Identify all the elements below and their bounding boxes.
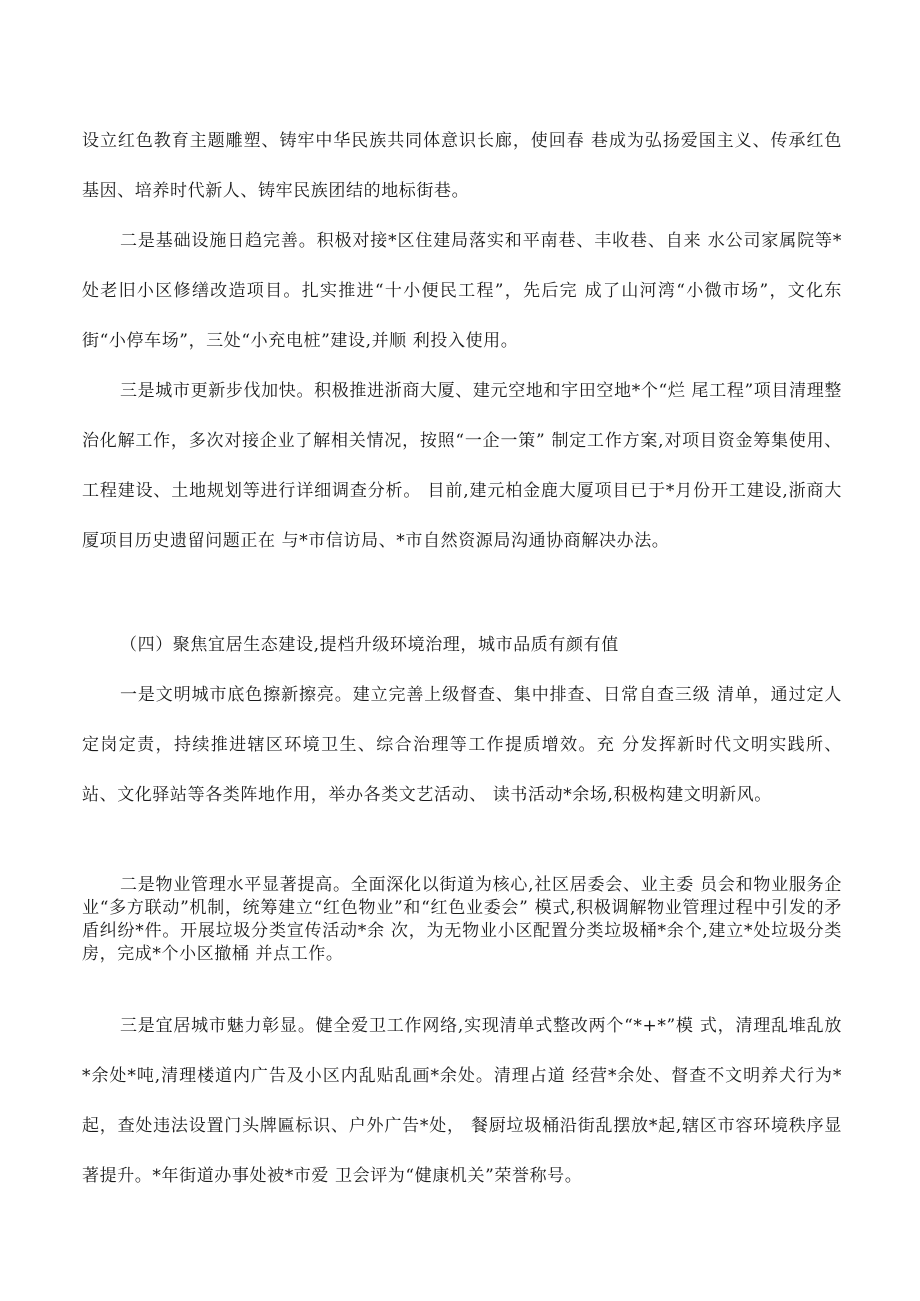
paragraph-property-management: 二是物业管理水平显著提高。全面深化以街道为核心,社区居委会、业主委 员会和物业服务企业“多方联动”机制，统筹建立“红色物业”和“红色业委会” 模式,积极调解物业管理过程中引发的矛盾纠纷*件。开展垃圾分类宣传活动*余 次，为无物业小区配置分类垃圾桶*余个,建立*处垃圾分类房，完成*个小区撤桶 并点工作。: [82, 875, 842, 964]
paragraph-infrastructure: 二是基础设施日趋完善。积极对接*区住建局落实和平南巷、丰收巷、自来 水公司家属院等*处老旧小区修缮改造项目。扎实推进“十小便民工程”，先后完 成了山河湾“小微市场”，文化东街“小停车场”，三处“小充电桩”建设,并顺 利投入使用。: [82, 231, 842, 351]
paragraph-red-education: 设立红色教育主题雕塑、铸牢中华民族共同体意识长廊，使回春 巷成为弘扬爱国主义、传承红色基因、培养时代新人、铸牢民族团结的地标街巷。: [82, 131, 842, 201]
paragraph-urban-renewal: 三是城市更新步伐加快。积极推进浙商大厦、建元空地和宇田空地*个“烂 尾工程”项目清理整治化解工作，多次对接企业了解相关情况，按照“一企一策” 制定工作方案,对项目资金筹集使用、工程建设、土地规划等进行详细调查分析。 目前,建元柏金鹿大厦项目已于*月份开工建设,浙商大厦项目历史遗留问题正在 与*市信访局、*市自然资源局沟通协商解决办法。: [82, 381, 842, 551]
paragraph-livable-city: 三是宜居城市魅力彰显。健全爱卫工作网络,实现清单式整改两个“*+*”模 式，清理乱堆乱放*余处*吨,清理楼道内广告及小区内乱贴乱画*余处。清理占道 经营*余处、督查不文明养犬行为*起，查处违法设置门头牌匾标识、户外广告*处， 餐厨垃圾桶沿街乱摆放*起,辖区市容环境秩序显著提升。*年街道办事处被*市爱 卫会评为“健康机关”荣誉称号。: [82, 1016, 842, 1186]
paragraph-civilized-city: 一是文明城市底色擦新擦亮。建立完善上级督查、集中排查、日常自查三级 清单，通过定人定岗定责，持续推进辖区环境卫生、综合治理等工作提质增效。充 分发挥新时代文明实践所、站、文化驿站等各类阵地作用，举办各类文艺活动、 读书活动*余场,积极构建文明新风。: [82, 685, 842, 805]
section-heading-four: （四）聚焦宜居生态建设,提档升级环境治理，城市品质有颜有值: [120, 635, 619, 655]
